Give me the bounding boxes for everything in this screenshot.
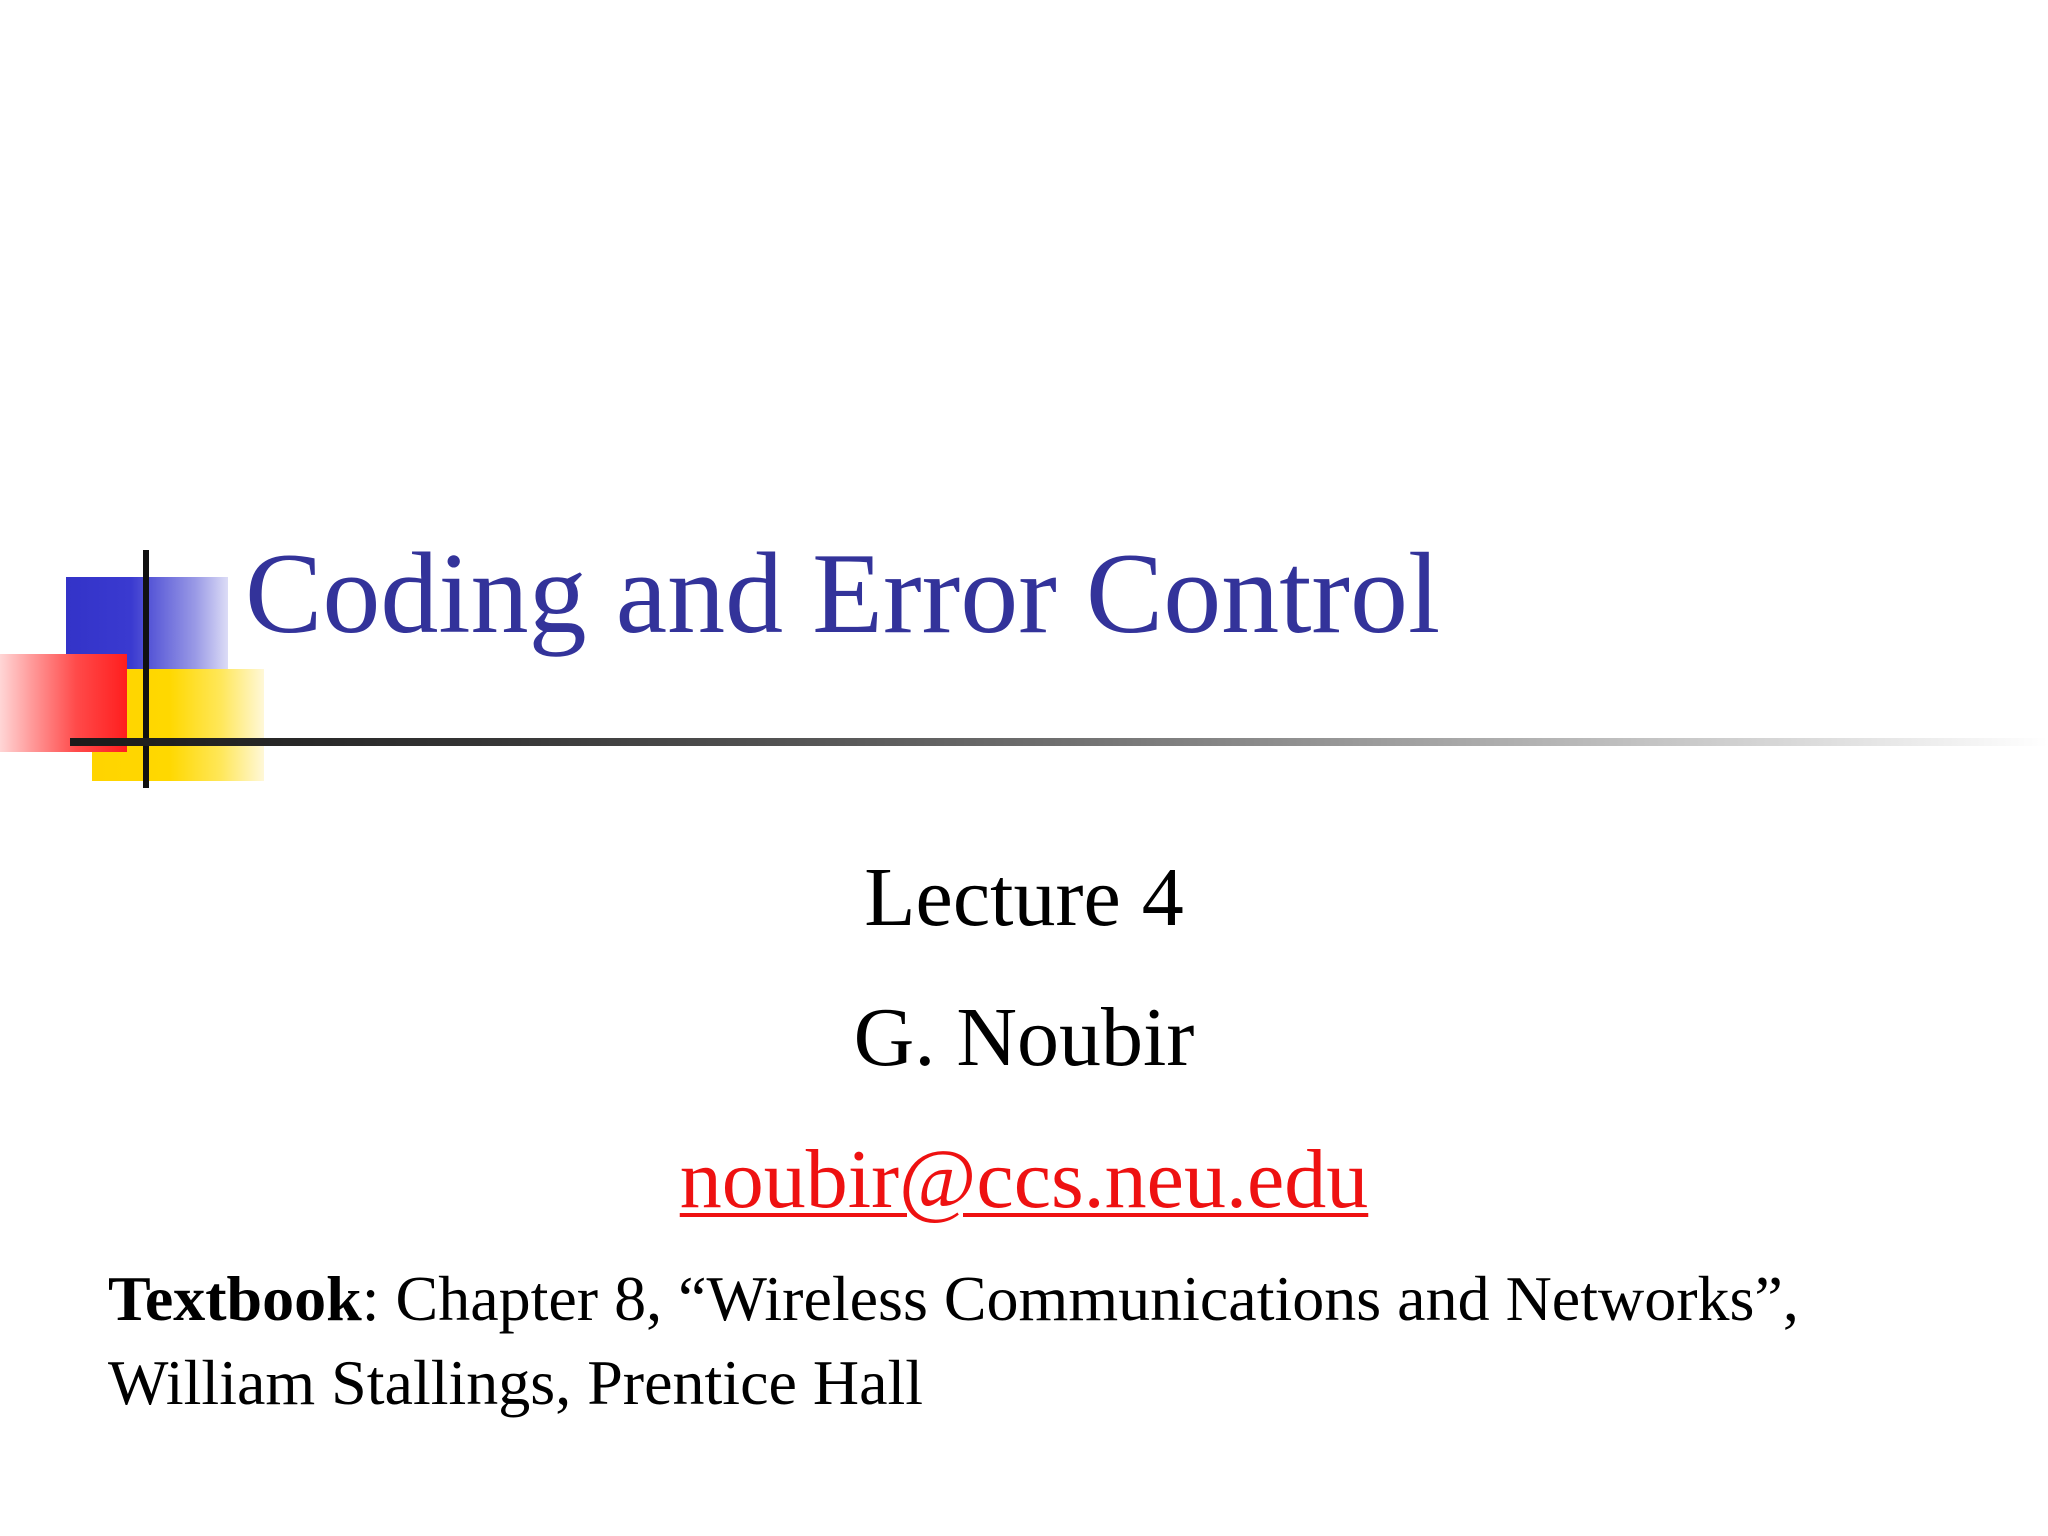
textbook-label: Textbook [108,1263,362,1334]
slide-title: Coding and Error Control [245,530,1441,658]
textbook-line-1: Chapter 8, “Wireless Communications and Networks”, [379,1263,1799,1334]
email-line [0,1132,2048,1229]
textbook-reference [108,1257,1988,1425]
author-name: G. Noubir [853,991,1195,1084]
textbook-line-2: William Stallings, Prentice Hall [108,1347,924,1418]
horizontal-rule-decoration [70,738,2048,746]
vertical-rule-decoration [143,550,149,788]
email-link[interactable]: noubir@ccs.neu.edu [679,1133,1369,1226]
lecture-number: Lecture 4 [864,851,1184,944]
textbook-separator: : [361,1263,380,1334]
